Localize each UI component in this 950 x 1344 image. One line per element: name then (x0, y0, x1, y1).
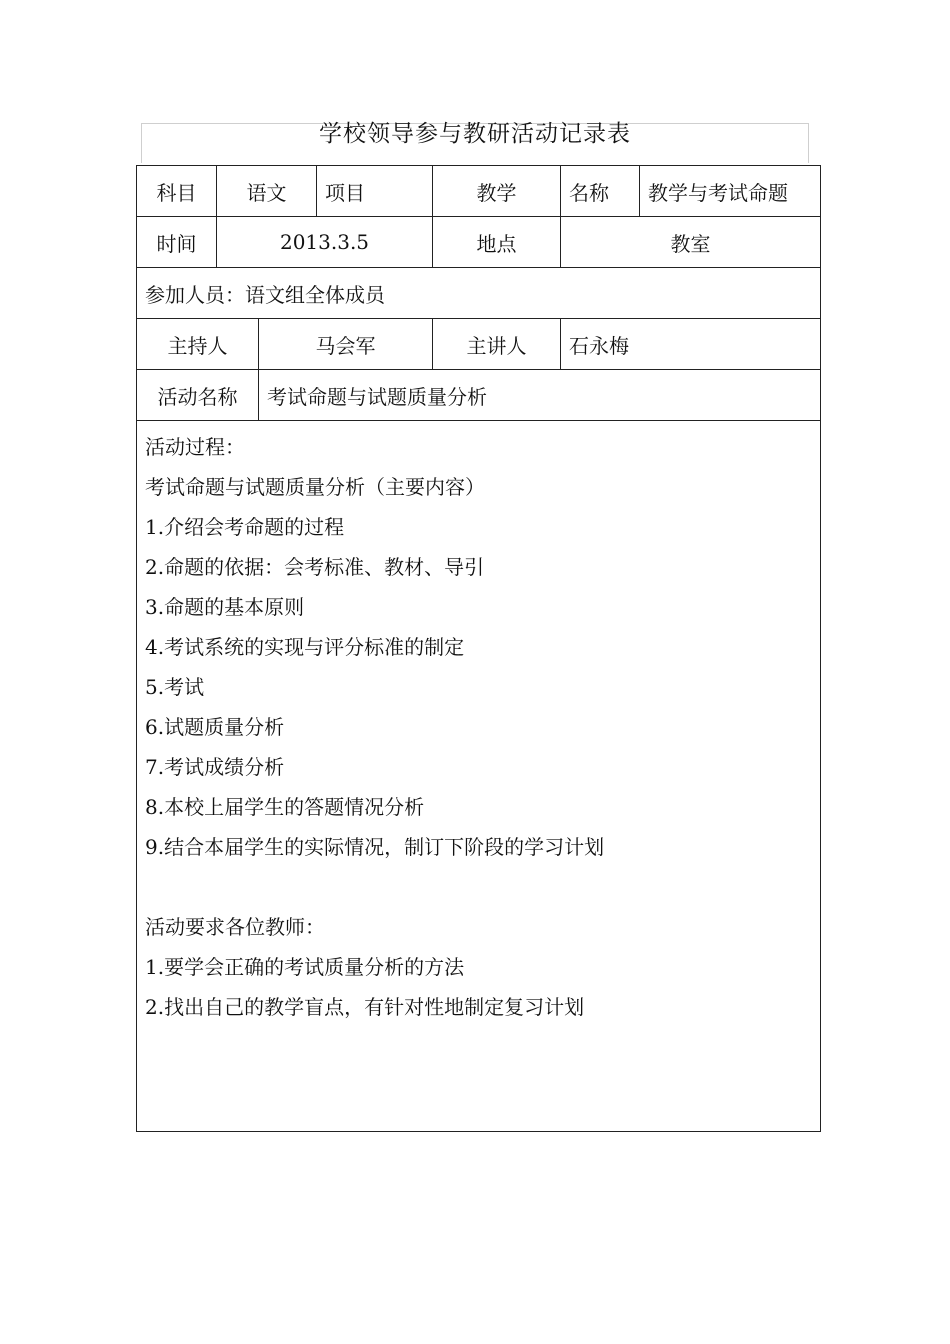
blank-line (145, 867, 812, 907)
place-value: 教室 (561, 217, 821, 268)
process-heading: 活动过程： (145, 435, 245, 459)
subject-value: 语文 (217, 166, 317, 217)
host-label: 主持人 (137, 319, 259, 370)
process-item: 9.结合本届学生的实际情况，制订下阶段的学习计划 (145, 835, 605, 859)
process-item: 8.本校上届学生的答题情况分析 (145, 795, 425, 819)
speaker-value: 石永梅 (561, 319, 821, 370)
name-value: 教学与考试命题 (640, 166, 821, 217)
place-label: 地点 (433, 217, 561, 268)
page-title: 学校领导参与教研活动记录表 (319, 121, 631, 147)
process-subheading: 考试命题与试题质量分析（主要内容） (145, 475, 485, 499)
process-item: 7.考试成绩分析 (145, 755, 285, 779)
process-item: 4.考试系统的实现与评分标准的制定 (145, 635, 465, 659)
requirements-heading: 活动要求各位教师： (145, 915, 325, 939)
table-row (137, 370, 821, 421)
project-value: 教学 (433, 166, 561, 217)
participants: 参加人员：语文组全体成员 (137, 268, 821, 319)
table-row (137, 319, 821, 370)
requirement-item: 2.找出自己的教学盲点，有针对性地制定复习计划 (145, 995, 585, 1019)
project-label: 项目 (317, 166, 433, 217)
activity-name-label: 活动名称 (137, 370, 259, 421)
subject-label: 科目 (137, 166, 217, 217)
table-row (137, 166, 821, 217)
process-item: 2.命题的依据：会考标准、教材、导引 (145, 555, 485, 579)
activity-name-value: 考试命题与试题质量分析 (259, 370, 821, 421)
process-item: 1.介绍会考命题的过程 (145, 515, 345, 539)
activity-process (137, 421, 821, 1132)
table-row (137, 217, 821, 268)
time-value: 2013.3.5 (217, 217, 433, 268)
table-row (137, 268, 821, 319)
host-value: 马会军 (259, 319, 433, 370)
process-item: 5.考试 (145, 675, 205, 699)
activity-record-table (136, 165, 821, 1132)
name-label: 名称 (561, 166, 640, 217)
process-item: 3.命题的基本原则 (145, 595, 305, 619)
speaker-label: 主讲人 (433, 319, 561, 370)
time-label: 时间 (137, 217, 217, 268)
process-item: 6.试题质量分析 (145, 715, 285, 739)
requirement-item: 1.要学会正确的考试质量分析的方法 (145, 955, 465, 979)
table-row (137, 421, 821, 1132)
